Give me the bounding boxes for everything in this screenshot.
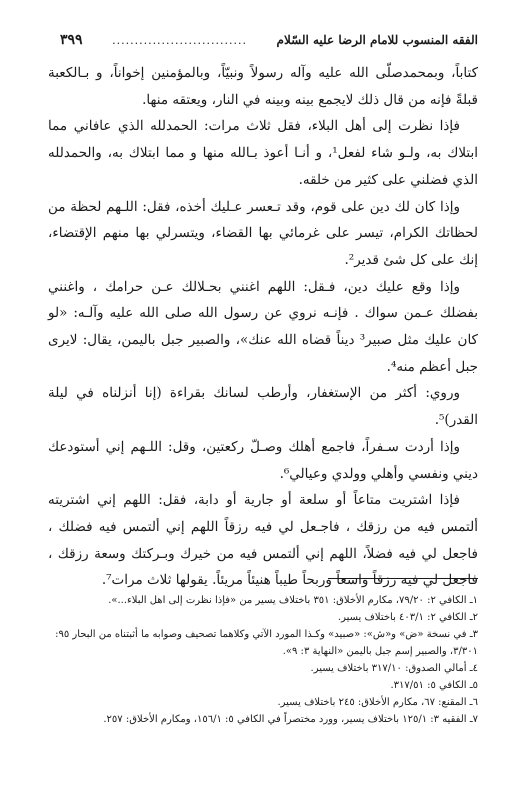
footnote-separator — [328, 578, 478, 579]
footnotes — [48, 592, 478, 728]
footnote-1: ١ـ الكافي ٢: ٧٩/٢٠، مكارم الأخلاق: ٣٥١ باختلاف يسير من «فإذا نظرت إلى اهل البلاء...». — [108, 595, 478, 606]
paragraph-6: وإذا أردت سـفراً، فاجمع أهلك وصـلّ ركعتين، وقل: اللـهم إني أستودعك ديني ونفسي وأهلي وولدي وعيالي⁶. — [48, 438, 478, 482]
paragraph-5: وروي: أكثر من الإستغفار، وأرطب لسانك بقراءة (إنا أنزلناه في ليلة القدر)⁵. — [48, 385, 478, 429]
footnote-6: ٦ـ المقنع: ٦٧، مكارم الأخلاق: ٢٤٥ باختلاف يسير. — [277, 697, 478, 708]
paragraph-1: كتاباً، وبمحمدصلّى الله عليه وآله رسولاً ونبيّاً، وبالمؤمنين إخواناً، و بـالكعبة قبلةً فإنه من قال ذلك لايجمع بينه وبينه في النار، ويعتقه منها. — [48, 65, 478, 108]
running-header — [60, 30, 478, 50]
page-number: ٣٩٩ — [60, 32, 83, 48]
running-title: الفقه المنسوب للامام الرضا عليه السّلام — [276, 33, 478, 47]
paragraph-3: وإذا كان لك دين على قوم، وقد تـعسر عـليك أخذه، فقل: اللـهم لحظة من لحظاتك الكرام، تيسر على غرمائي بها القضاء، ويتسرلي بها منهم الإقتضاء، إنك على كل شئ قدير². — [48, 198, 478, 268]
paragraph-2: فإذا نظرت إلى أهل البلاء، فقل ثلاث مرات: الحمدلله الذي عافاني مما ابتلاك به، ولـو شاء لفعل¹، و أنـا أعوذ بـالله منها و مما ابتلاك به، والحمدلله الذي فضلني على كثير من خلقه. — [48, 118, 479, 188]
footnote-3: ٣ـ في نسخة «ض» و«ش»: «صبيد» وكـذا المورد الآتي وكلاهما تصحيف وصوابه ما أثبتناه من البحار ٩٥: ٣/٣٠١، والصبير إسم جبل باليمن «النهاية ٣: ٩». — [55, 629, 478, 657]
header-leader-dots: .............................. — [112, 33, 247, 47]
paragraph-7: فإذا اشتريت متاعاً أو سلعة أو جارية أو دابة، فقل: اللهم إني اشتريته ألتمس فيه من رزقك ، فاجـعل لي فيه رزقاً اللهم إني ألتمس فيه فضلك ، فاجعل لي فيه فضلاً، اللهم إني ألتمس فيه من خيرك وبـركتك وسعة رزقك ، فاجعل لي فيه رزقاً واسعاً وربحاً طيباً هنيئاً مريئاً. يقولها ثلاث مرات⁷. — [48, 492, 478, 589]
footnote-4: ٤ـ أمالي الصدوق: ٣١٧/١٠ باختلاف يسير. — [310, 663, 478, 674]
main-text — [48, 60, 479, 589]
footnote-2: ٢ـ الكافي ٢: ٤٠٣/١ باختلاف يسير. — [337, 612, 478, 623]
footnote-7: ٧ـ الفقيه ٣: ١٢٥/١ باختلاف يسير، وورد مختصراً في الكافي ٥: ١٥٦/١، ومكارم الأخلاق: ٢٥٧. — [103, 714, 478, 725]
footnote-5: ٥ـ الكافي ٥: ٣١٧/٥١. — [390, 680, 478, 691]
paragraph-4: وإذا وقع عليك دين، فـقل: اللهم اغنني بحـلالك عـن حرامك ، واغنني بفضلك عـمن سواك . فإنـه نروي عن رسول الله صلى الله عليه وآلـه: «لو كان عليك مثل صبير³ ديناً قضاه الله عنك»، والصبير جبل باليمن، يقال: لايرى جبل أعظم منه⁴. — [48, 278, 478, 375]
